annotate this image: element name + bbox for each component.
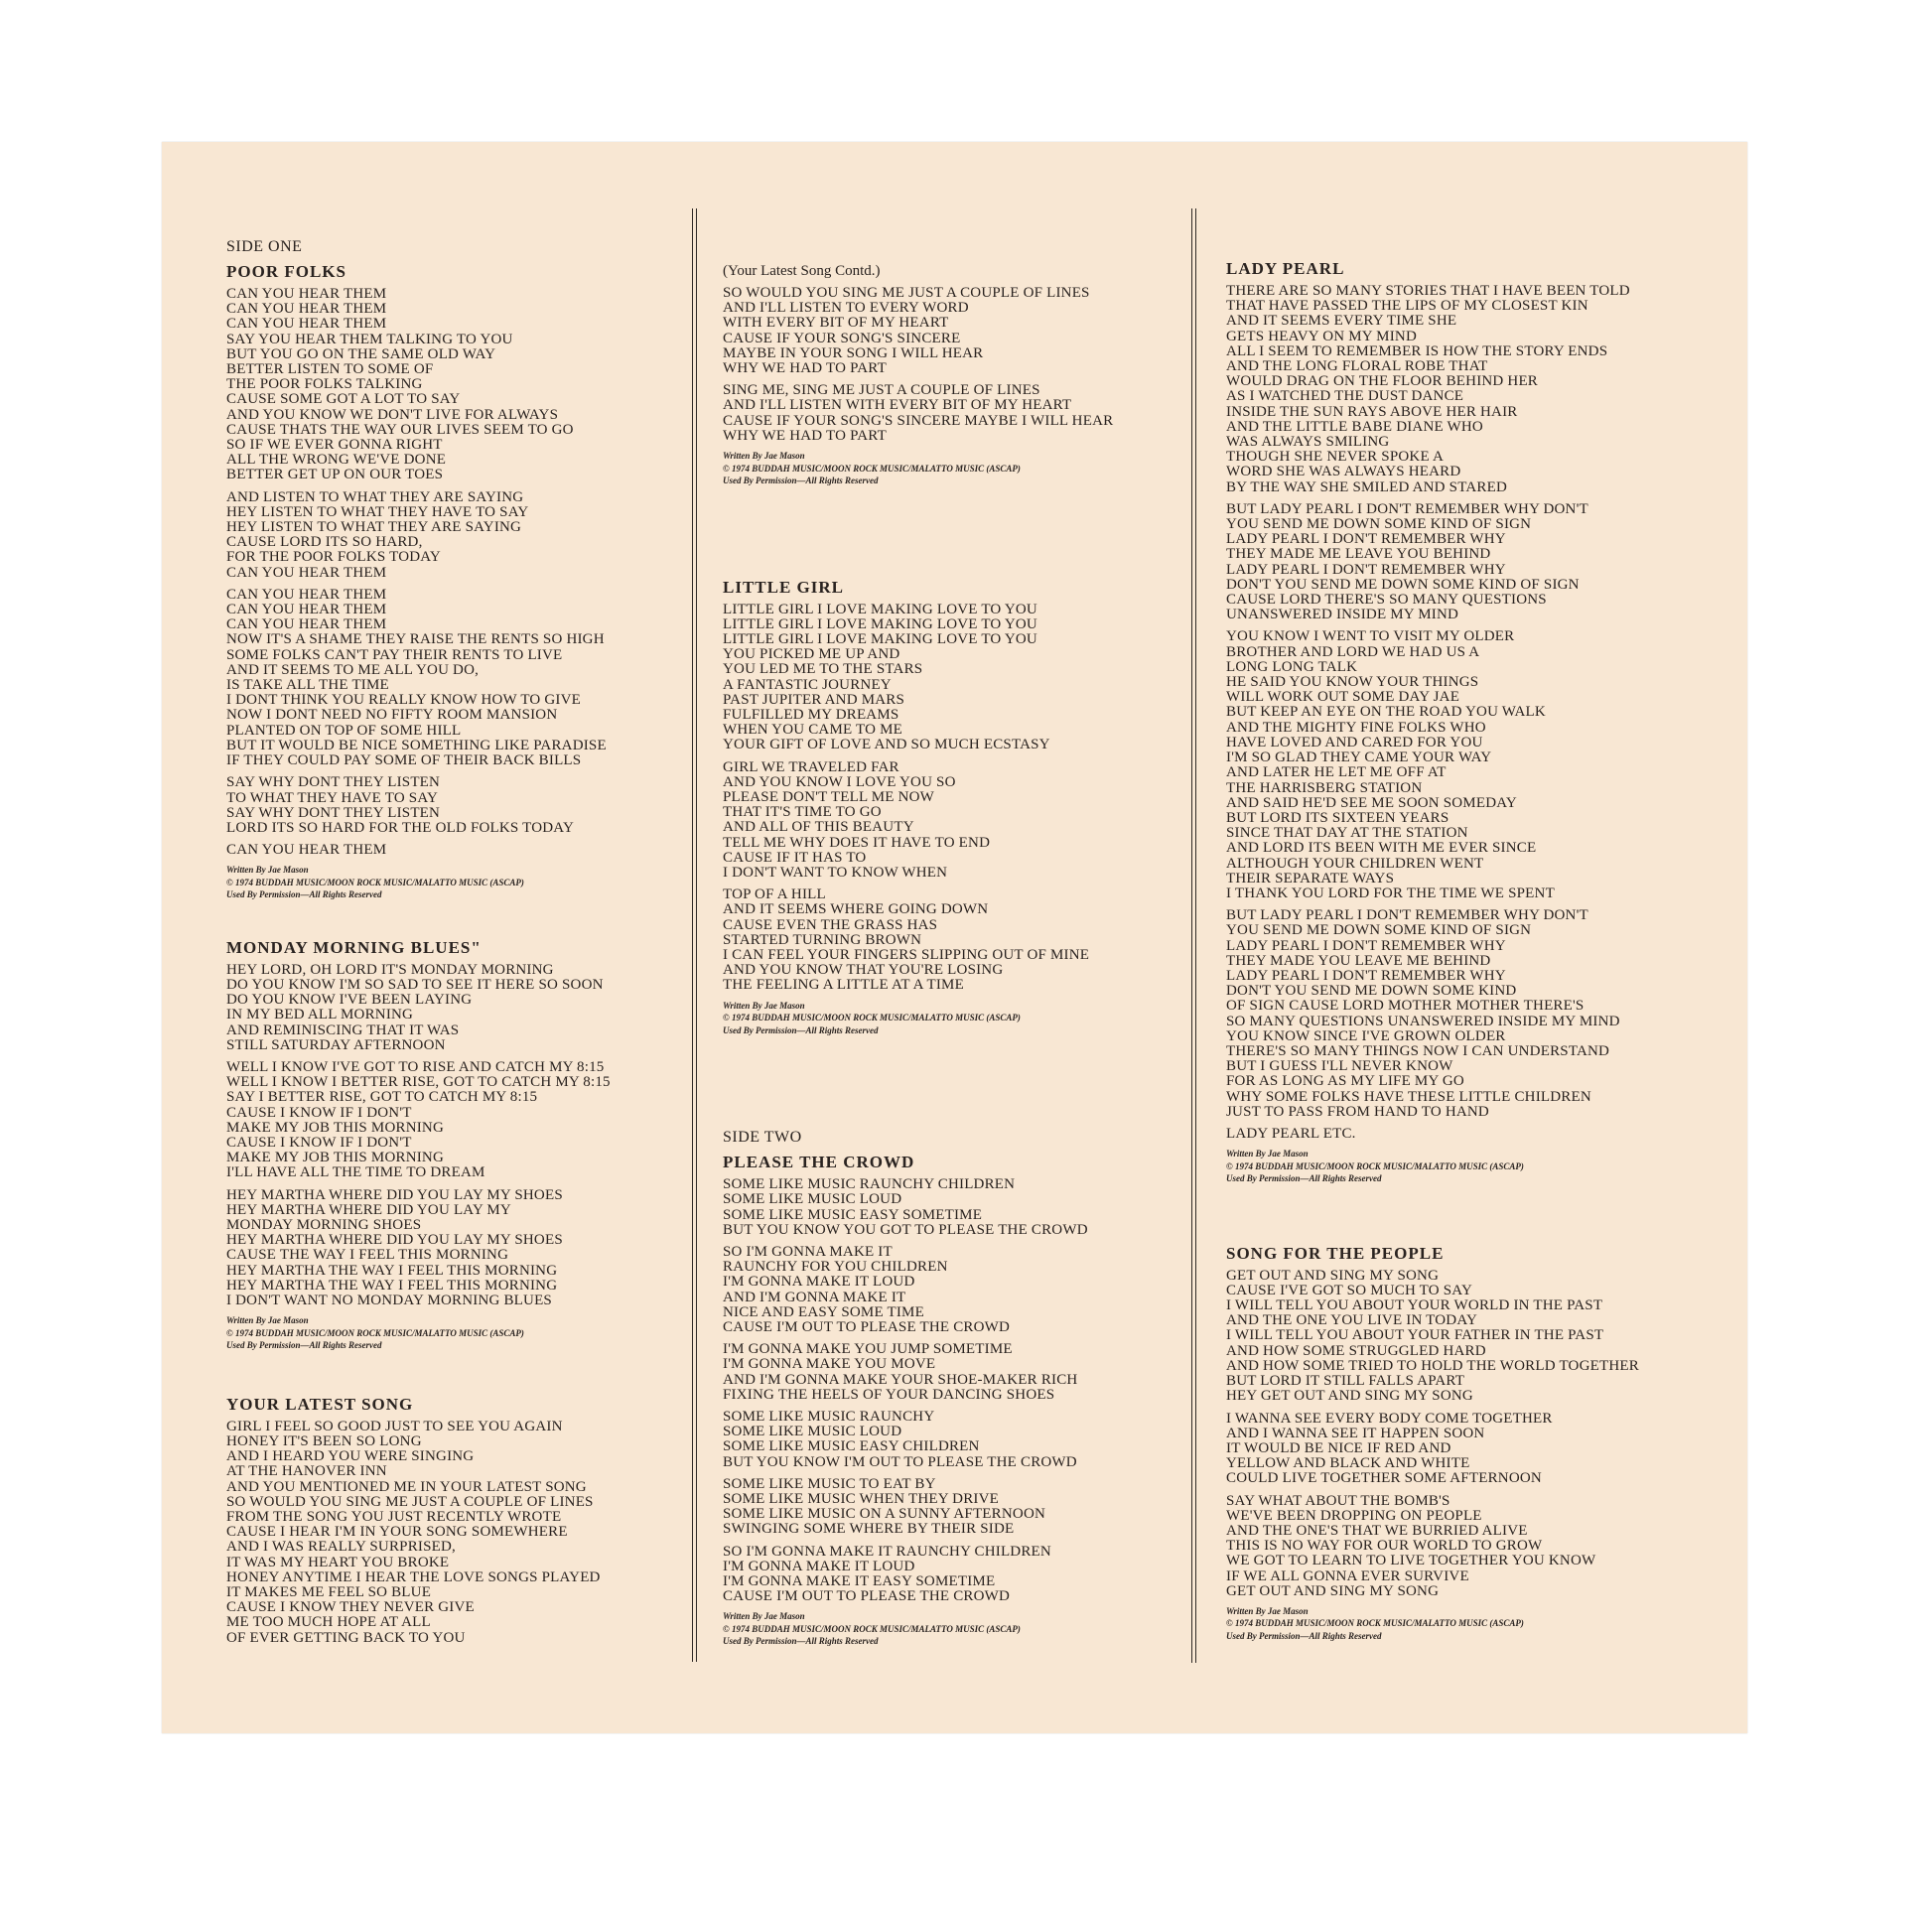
lyric-line: YOU KNOW I WENT TO VISIT MY OLDER xyxy=(1226,628,1515,645)
lyric-line: SOME LIKE MUSIC WHEN THEY DRIVE xyxy=(723,1490,999,1507)
lyric-line: SO MANY QUESTIONS UNANSWERED INSIDE MY MIND xyxy=(1226,1013,1620,1029)
lyric-line: HAVE LOVED AND CARED FOR YOU xyxy=(1226,734,1483,750)
lyric-line: CAN YOU HEAR THEM xyxy=(226,316,387,333)
lyric-line: WELL I KNOW I'VE GOT TO RISE AND CATCH MY 8:15 xyxy=(226,1059,605,1076)
lyric-line: WORD SHE WAS ALWAYS HEARD xyxy=(1226,464,1461,480)
lyric-line: AT THE HANOVER INN xyxy=(226,1463,387,1480)
lyric-line: FOR AS LONG AS MY LIFE MY GO xyxy=(1226,1073,1464,1090)
lyric-line: DO YOU KNOW I'VE BEEN LAYING xyxy=(226,992,473,1009)
lyric-line: WILL WORK OUT SOME DAY JAE xyxy=(1226,689,1460,706)
lyric-line: SO WOULD YOU SING ME JUST A COUPLE OF LINES xyxy=(723,285,1090,301)
lyric-line: WE'VE BEEN DROPPING ON PEOPLE xyxy=(1226,1507,1482,1524)
lyric-line: SOME LIKE MUSIC TO EAT BY xyxy=(723,1475,936,1492)
stanza xyxy=(226,775,683,836)
lyric-line: SO I'M GONNA MAKE IT xyxy=(723,1243,893,1260)
lyric-line: BUT IT WOULD BE NICE SOMETHING LIKE PARADISE xyxy=(226,737,607,753)
lyric-line: HEY LISTEN TO WHAT THEY ARE SAYING xyxy=(226,519,522,536)
credit-line: Written By Jae Mason xyxy=(226,1315,309,1326)
stanza xyxy=(226,490,683,581)
lyric-line: AND ALL OF THIS BEAUTY xyxy=(723,819,914,836)
stanza xyxy=(1226,1127,1723,1142)
continuation-note: (Your Latest Song Contd.) xyxy=(723,263,881,279)
lyric-line: HEY LISTEN TO WHAT THEY HAVE TO SAY xyxy=(226,503,529,520)
lyric-line: SOME FOLKS CAN'T PAY THEIR RENTS TO LIVE xyxy=(226,646,563,663)
lyric-line: THEIR SEPARATE WAYS xyxy=(1226,870,1395,886)
lyric-line: THOUGH SHE NEVER SPOKE A xyxy=(1226,449,1444,466)
lyric-line: CAN YOU HEAR THEM xyxy=(226,301,387,318)
lyric-line: AND YOU MENTIONED ME IN YOUR LATEST SONG xyxy=(226,1478,587,1495)
lyric-line: WOULD DRAG ON THE FLOOR BEHIND HER xyxy=(1226,373,1539,390)
lyric-line: I DONT THINK YOU REALLY KNOW HOW TO GIVE xyxy=(226,692,582,709)
lyric-line: STILL SATURDAY AFTERNOON xyxy=(226,1036,446,1053)
credit-line: Used By Permission—All Rights Reserved xyxy=(723,476,879,486)
lyric-line: SAY WHY DONT THEY LISTEN xyxy=(226,774,441,791)
lyric-line: THE POOR FOLKS TALKING xyxy=(226,376,423,393)
lyric-line: CAUSE I KNOW IF I DON'T xyxy=(226,1135,412,1152)
song-credit xyxy=(226,865,683,900)
lyric-line: LITTLE GIRL I LOVE MAKING LOVE TO YOU xyxy=(723,601,1037,617)
lyric-line: SOME LIKE MUSIC EASY CHILDREN xyxy=(723,1438,980,1455)
credit-line: Used By Permission—All Rights Reserved xyxy=(1226,1173,1382,1184)
column-2 xyxy=(723,263,1179,1647)
lyric-line: PAST JUPITER AND MARS xyxy=(723,691,905,708)
lyric-line: THEY MADE ME LEAVE YOU BEHIND xyxy=(1226,546,1491,563)
lyric-line: I WANNA SEE EVERY BODY COME TOGETHER xyxy=(1226,1410,1553,1427)
lyric-line: FROM THE SONG YOU JUST RECENTLY WROTE xyxy=(226,1509,562,1525)
stanza xyxy=(723,1177,1179,1238)
lyric-line: WHY WE HAD TO PART xyxy=(723,360,887,377)
lyric-line: AND THE MIGHTY FINE FOLKS WHO xyxy=(1226,719,1486,736)
lyric-line: CAN YOU HEAR THEM xyxy=(226,586,387,603)
credit-line: Written By Jae Mason xyxy=(723,1611,805,1622)
lyric-line: BUT YOU KNOW YOU GOT TO PLEASE THE CROWD xyxy=(723,1221,1088,1238)
lyric-line: AND YOU KNOW WE DON'T LIVE FOR ALWAYS xyxy=(226,406,559,423)
lyric-line: BY THE WAY SHE SMILED AND STARED xyxy=(1226,478,1507,495)
lyric-line: ALL I SEEM TO REMEMBER IS HOW THE STORY ENDS xyxy=(1226,342,1608,359)
lyric-line: UNANSWERED INSIDE MY MIND xyxy=(1226,607,1459,623)
stanza xyxy=(226,1420,683,1646)
lyric-line: WITH EVERY BIT OF MY HEART xyxy=(723,315,949,332)
lyric-line: I'LL HAVE ALL THE TIME TO DREAM xyxy=(226,1164,485,1181)
lyric-line: WE GOT TO LEARN TO LIVE TOGETHER YOU KNOW xyxy=(1226,1553,1596,1569)
lyric-line: ALL THE WRONG WE'VE DONE xyxy=(226,452,447,469)
lyric-line: IS TAKE ALL THE TIME xyxy=(226,677,389,694)
song-credit xyxy=(1226,1149,1723,1184)
stanza xyxy=(723,383,1179,444)
lyric-line: BUT YOU KNOW I'M OUT TO PLEASE THE CROWD xyxy=(723,1453,1077,1470)
lyric-line: BUT LADY PEARL I DON'T REMEMBER WHY DON'T xyxy=(1226,500,1588,517)
credit-line: © 1974 BUDDAH MUSIC/MOON ROCK MUSIC/MALATTO MUSIC (ASCAP) xyxy=(1226,1618,1524,1629)
lyric-line: CAUSE I KNOW THEY NEVER GIVE xyxy=(226,1599,475,1616)
lyric-line: SO WOULD YOU SING ME JUST A COUPLE OF LINES xyxy=(226,1493,594,1510)
lyric-line: BUT LORD ITS SIXTEEN YEARS xyxy=(1226,809,1449,826)
lyric-line: NOW I DONT NEED NO FIFTY ROOM MANSION xyxy=(226,707,558,724)
lyric-line: GET OUT AND SING MY SONG xyxy=(1226,1582,1440,1599)
lyric-line: LADY PEARL ETC. xyxy=(1226,1125,1356,1142)
stanza xyxy=(1226,1269,1723,1405)
lyric-line: PLEASE DON'T TELL ME NOW xyxy=(723,788,935,805)
lyric-line: AND THE LONG FLORAL ROBE THAT xyxy=(1226,358,1488,375)
lyric-line: SINCE THAT DAY AT THE STATION xyxy=(1226,825,1468,842)
credit-line: Written By Jae Mason xyxy=(723,1000,805,1011)
lyric-line: CAUSE IF YOUR SONG'S SINCERE MAYBE I WILL HEAR xyxy=(723,412,1114,429)
song-little-girl xyxy=(723,578,1179,1036)
song-lady-pearl xyxy=(1226,259,1723,1184)
lyric-line: AND THE LITTLE BABE DIANE WHO xyxy=(1226,418,1483,435)
lyric-line: LADY PEARL I DON'T REMEMBER WHY xyxy=(1226,561,1506,578)
lyric-line: CAN YOU HEAR THEM xyxy=(226,564,387,581)
lyric-line: I'M GONNA MAKE YOU JUMP SOMETIME xyxy=(723,1341,1013,1358)
lyric-line: SO I'M GONNA MAKE IT RAUNCHY CHILDREN xyxy=(723,1543,1051,1560)
lyric-line: MAKE MY JOB THIS MORNING xyxy=(226,1119,444,1136)
lyric-line: HEY MARTHA THE WAY I FEEL THIS MORNING xyxy=(226,1262,558,1279)
lyric-line: ALTHOUGH YOUR CHILDREN WENT xyxy=(1226,855,1484,872)
lyric-line: YOU SEND ME DOWN SOME KIND OF SIGN xyxy=(1226,516,1532,533)
lyric-line: CAUSE IF IT HAS TO xyxy=(723,849,867,866)
lyric-line: GIRL I FEEL SO GOOD JUST TO SEE YOU AGAIN xyxy=(226,1418,563,1434)
lyric-line: CAUSE THE WAY I FEEL THIS MORNING xyxy=(226,1247,509,1264)
lyric-line: IT MAKES ME FEEL SO BLUE xyxy=(226,1584,432,1601)
lyric-line: AND THE ONE'S THAT WE BURRIED ALIVE xyxy=(1226,1522,1528,1539)
lyric-line: CAN YOU HEAR THEM xyxy=(226,616,387,633)
lyric-line: HEY LORD, OH LORD IT'S MONDAY MORNING xyxy=(226,961,554,978)
lyric-line: WAS ALWAYS SMILING xyxy=(1226,434,1390,451)
lyric-line: YOU SEND ME DOWN SOME KIND OF SIGN xyxy=(1226,922,1532,939)
lyric-line: FIXING THE HEELS OF YOUR DANCING SHOES xyxy=(723,1386,1055,1403)
lyric-line: WHEN YOU CAME TO ME xyxy=(723,722,903,739)
lyric-line: AND IT SEEMS EVERY TIME SHE xyxy=(1226,313,1457,330)
stanza xyxy=(1226,1412,1723,1487)
lyric-line: THERE'S SO MANY THINGS NOW I CAN UNDERSTAND xyxy=(1226,1042,1610,1059)
lyric-line: SWINGING SOME WHERE BY THEIR SIDE xyxy=(723,1521,1015,1538)
lyric-line: CAUSE THATS THE WAY OUR LIVES SEEM TO GO xyxy=(226,421,574,438)
lyric-line: ME TOO MUCH HOPE AT ALL xyxy=(226,1614,431,1631)
lyric-line: SOME LIKE MUSIC LOUD xyxy=(723,1191,902,1208)
song-title: LADY PEARL xyxy=(1226,259,1345,278)
lyric-line: AND LISTEN TO WHAT THEY ARE SAYING xyxy=(226,488,524,505)
credit-line: © 1974 BUDDAH MUSIC/MOON ROCK MUSIC/MALATTO MUSIC (ASCAP) xyxy=(226,877,524,887)
credit-line: Used By Permission—All Rights Reserved xyxy=(226,1340,382,1351)
lyric-line: CAUSE I HEAR I'M IN YOUR SONG SOMEWHERE xyxy=(226,1524,568,1541)
lyric-line: NICE AND EASY SOME TIME xyxy=(723,1303,924,1320)
lyric-line: CAUSE LORD THERE'S SO MANY QUESTIONS xyxy=(1226,592,1547,609)
lyric-line: MAYBE IN YOUR SONG I WILL HEAR xyxy=(723,344,984,361)
column-3 xyxy=(1226,259,1723,1641)
song-for-the-people xyxy=(1226,1244,1723,1642)
lyric-line: SAY WHAT ABOUT THE BOMB'S xyxy=(1226,1492,1450,1509)
lyric-line: LORD ITS SO HARD FOR THE OLD FOLKS TODAY xyxy=(226,819,574,836)
lyric-line: HONEY ANYTIME I HEAR THE LOVE SONGS PLAYED xyxy=(226,1568,601,1585)
lyric-line: AND LATER HE LET ME OFF AT xyxy=(1226,764,1447,781)
lyric-line: WHY SOME FOLKS HAVE THESE LITTLE CHILDREN xyxy=(1226,1088,1591,1105)
stanza xyxy=(1226,284,1723,495)
song-your-latest-song-contd xyxy=(723,263,1179,486)
credit-line: © 1974 BUDDAH MUSIC/MOON ROCK MUSIC/MALATTO MUSIC (ASCAP) xyxy=(723,463,1021,474)
lyric-line: AND SAID HE'D SEE ME SOON SOMEDAY xyxy=(1226,794,1517,811)
stanza xyxy=(723,887,1179,993)
lyric-line: HEY MARTHA WHERE DID YOU LAY MY SHOES xyxy=(226,1186,563,1203)
lyric-line: LADY PEARL I DON'T REMEMBER WHY xyxy=(1226,937,1506,954)
stanza xyxy=(226,287,683,483)
lyric-line: SOME LIKE MUSIC ON A SUNNY AFTERNOON xyxy=(723,1506,1046,1523)
lyric-line: YOU LED ME TO THE STARS xyxy=(723,661,923,678)
credit-line: Written By Jae Mason xyxy=(226,865,309,876)
column-divider-2 xyxy=(1191,208,1196,1663)
credit-line: Used By Permission—All Rights Reserved xyxy=(1226,1630,1382,1641)
lyric-line: CAUSE I'VE GOT SO MUCH TO SAY xyxy=(1226,1282,1472,1298)
lyric-line: THAT IT'S TIME TO GO xyxy=(723,804,882,821)
lyric-line: AND IT SEEMS TO ME ALL YOU DO, xyxy=(226,661,480,678)
lyric-line: AND I WAS REALLY SURPRISED, xyxy=(226,1539,457,1556)
credit-line: Written By Jae Mason xyxy=(1226,1605,1309,1616)
lyric-line: I'M GONNA MAKE IT LOUD xyxy=(723,1274,915,1291)
lyric-line: AND I WANNA SEE IT HAPPEN SOON xyxy=(1226,1425,1485,1441)
lyric-line: THERE ARE SO MANY STORIES THAT I HAVE BEEN TOLD xyxy=(1226,283,1630,299)
lyric-line: IT WAS MY HEART YOU BROKE xyxy=(226,1554,450,1570)
lyric-line: YOUR GIFT OF LOVE AND SO MUCH ECSTASY xyxy=(723,737,1050,753)
lyric-line: I THANK YOU LORD FOR THE TIME WE SPENT xyxy=(1226,885,1555,901)
lyric-line: SING ME, SING ME JUST A COUPLE OF LINES xyxy=(723,382,1040,399)
song-credit xyxy=(723,451,1179,486)
side-one-label: SIDE ONE xyxy=(226,238,303,255)
song-title: POOR FOLKS xyxy=(226,262,346,281)
lyric-line: COULD LIVE TOGETHER SOME AFTERNOON xyxy=(1226,1470,1542,1487)
lyric-line: INSIDE THE SUN RAYS ABOVE HER HAIR xyxy=(1226,403,1518,420)
lyric-line: CAUSE I'M OUT TO PLEASE THE CROWD xyxy=(723,1318,1011,1335)
credit-line: Written By Jae Mason xyxy=(723,451,805,462)
lyric-line: I'M GONNA MAKE YOU MOVE xyxy=(723,1356,936,1373)
lyric-line: WHY WE HAD TO PART xyxy=(723,427,887,444)
lyric-line: IF WE ALL GONNA EVER SURVIVE xyxy=(1226,1567,1469,1584)
lyric-line: I'M GONNA MAKE IT EASY SOMETIME xyxy=(723,1572,996,1589)
lyric-line: CAUSE I KNOW IF I DON'T xyxy=(226,1104,412,1121)
lyric-line: CAUSE LORD ITS SO HARD, xyxy=(226,534,423,551)
lyric-line: AND HOW SOME TRIED TO HOLD THE WORLD TOGETHER xyxy=(1226,1357,1639,1374)
lyric-line: THAT HAVE PASSED THE LIPS OF MY CLOSEST KIN xyxy=(1226,298,1588,315)
lyric-line: LADY PEARL I DON'T REMEMBER WHY xyxy=(1226,967,1506,984)
credit-line: Used By Permission—All Rights Reserved xyxy=(723,1024,879,1035)
lyric-line: SOME LIKE MUSIC RAUNCHY CHILDREN xyxy=(723,1176,1016,1193)
lyric-line: SAY I BETTER RISE, GOT TO CATCH MY 8:15 xyxy=(226,1089,538,1106)
lyric-line: BUT KEEP AN EYE ON THE ROAD YOU WALK xyxy=(1226,704,1546,721)
stanza xyxy=(226,1188,683,1309)
stanza xyxy=(723,1477,1179,1538)
lyric-line: RAUNCHY FOR YOU CHILDREN xyxy=(723,1259,948,1276)
song-monday-morning-blues xyxy=(226,938,683,1351)
lyric-line: HEY MARTHA THE WAY I FEEL THIS MORNING xyxy=(226,1277,558,1294)
lyric-line: CAUSE I'M OUT TO PLEASE THE CROWD xyxy=(723,1588,1011,1605)
lyric-line: HEY GET OUT AND SING MY SONG xyxy=(1226,1388,1473,1405)
lyric-line: GET OUT AND SING MY SONG xyxy=(1226,1267,1440,1284)
stanza xyxy=(723,1410,1179,1470)
stanza xyxy=(1226,908,1723,1120)
lyric-line: HONEY IT'S BEEN SO LONG xyxy=(226,1432,422,1449)
lyric-line: BETTER LISTEN TO SOME OF xyxy=(226,361,434,378)
song-credit xyxy=(1226,1606,1723,1642)
lyric-line: AND I'M GONNA MAKE YOUR SHOE-MAKER RICH xyxy=(723,1371,1078,1388)
lyric-line: AND HOW SOME STRUGGLED HARD xyxy=(1226,1342,1486,1359)
lyric-line: THEY MADE YOU LEAVE ME BEHIND xyxy=(1226,952,1491,969)
stanza xyxy=(723,1245,1179,1335)
lyric-line: AND REMINISCING THAT IT WAS xyxy=(226,1022,460,1038)
lyric-line: I WILL TELL YOU ABOUT YOUR WORLD IN THE PAST xyxy=(1226,1297,1603,1314)
stanza xyxy=(1226,502,1723,623)
credit-line: © 1974 BUDDAH MUSIC/MOON ROCK MUSIC/MALATTO MUSIC (ASCAP) xyxy=(723,1623,1021,1634)
credit-line: Used By Permission—All Rights Reserved xyxy=(226,889,382,900)
lyric-line: I CAN FEEL YOUR FINGERS SLIPPING OUT OF MINE xyxy=(723,947,1090,963)
lyric-line: SOME LIKE MUSIC EASY SOMETIME xyxy=(723,1206,983,1223)
lyric-line: AND I'M GONNA MAKE IT xyxy=(723,1289,906,1305)
lyric-line: AND THE ONE YOU LIVE IN TODAY xyxy=(1226,1312,1478,1329)
side-label: SIDE TWO xyxy=(723,1129,802,1147)
song-title: SONG FOR THE PEOPLE xyxy=(1226,1243,1445,1263)
lyric-sheet xyxy=(162,142,1747,1733)
lyric-line: YOU PICKED ME UP AND xyxy=(723,646,900,663)
lyric-line: CAN YOU HEAR THEM xyxy=(226,842,387,859)
lyric-line: I DON'T WANT TO KNOW WHEN xyxy=(723,864,948,881)
lyric-line: SOME LIKE MUSIC LOUD xyxy=(723,1424,902,1440)
lyric-line: AS I WATCHED THE DUST DANCE xyxy=(1226,388,1464,405)
song-title: YOUR LATEST SONG xyxy=(226,1394,414,1414)
song-your-latest-song xyxy=(226,1395,683,1646)
lyric-line: IF THEY COULD PAY SOME OF THEIR BACK BILLS xyxy=(226,752,582,769)
song-title: MONDAY MORNING BLUES" xyxy=(226,937,482,957)
lyric-line: THE HARRISBERG STATION xyxy=(1226,779,1423,796)
stanza xyxy=(226,588,683,768)
song-credit xyxy=(723,1001,1179,1036)
lyric-line: AND YOU KNOW I LOVE YOU SO xyxy=(723,773,956,790)
stanza xyxy=(723,603,1179,753)
song-credit xyxy=(226,1315,683,1351)
stanza xyxy=(723,760,1179,882)
lyric-line: HEY MARTHA WHERE DID YOU LAY MY SHOES xyxy=(226,1232,563,1249)
credit-line: © 1974 BUDDAH MUSIC/MOON ROCK MUSIC/MALATTO MUSIC (ASCAP) xyxy=(1226,1160,1524,1171)
lyric-line: FOR THE POOR FOLKS TODAY xyxy=(226,549,441,566)
lyric-line: A FANTASTIC JOURNEY xyxy=(723,676,892,693)
lyric-line: THE FEELING A LITTLE AT A TIME xyxy=(723,977,964,994)
lyric-line: BETTER GET UP ON OUR TOES xyxy=(226,467,444,483)
lyric-line: YOU KNOW SINCE I'VE GROWN OLDER xyxy=(1226,1027,1506,1044)
lyric-line: HE SAID YOU KNOW YOUR THINGS xyxy=(1226,674,1479,691)
credit-line: Written By Jae Mason xyxy=(1226,1149,1309,1159)
lyric-line: SAY WHY DONT THEY LISTEN xyxy=(226,804,441,821)
lyric-line: DON'T YOU SEND ME DOWN SOME KIND OF SIGN xyxy=(1226,576,1580,593)
stanza xyxy=(723,1545,1179,1605)
stanza xyxy=(1226,629,1723,901)
lyric-line: SAY YOU HEAR THEM TALKING TO YOU xyxy=(226,331,513,347)
lyric-line: JUST TO PASS FROM HAND TO HAND xyxy=(1226,1103,1489,1120)
lyric-line: CAUSE EVEN THE GRASS HAS xyxy=(723,916,938,933)
lyric-line: DON'T YOU SEND ME DOWN SOME KIND xyxy=(1226,983,1517,1000)
lyric-line: PLANTED ON TOP OF SOME HILL xyxy=(226,722,462,739)
song-title: PLEASE THE CROWD xyxy=(723,1153,915,1172)
lyric-line: NOW IT'S A SHAME THEY RAISE THE RENTS SO HIGH xyxy=(226,631,605,648)
lyric-line: CAUSE IF YOUR SONG'S SINCERE xyxy=(723,330,961,346)
stanza xyxy=(723,1342,1179,1403)
lyric-line: DO YOU KNOW I'M SO SAD TO SEE IT HERE SO SOON xyxy=(226,977,604,994)
lyric-line: I WILL TELL YOU ABOUT YOUR FATHER IN THE PAST xyxy=(1226,1327,1604,1344)
lyric-line: AND I'LL LISTEN WITH EVERY BIT OF MY HEART xyxy=(723,397,1072,414)
song-title: LITTLE GIRL xyxy=(723,577,845,597)
lyric-line: LITTLE GIRL I LOVE MAKING LOVE TO YOU xyxy=(723,630,1037,647)
lyric-line: CAN YOU HEAR THEM xyxy=(226,602,387,618)
lyric-line: GETS HEAVY ON MY MIND xyxy=(1226,328,1417,344)
lyric-line: OF SIGN CAUSE LORD MOTHER MOTHER THERE'S xyxy=(1226,998,1585,1015)
lyric-line: THIS IS NO WAY FOR OUR WORLD TO GROW xyxy=(1226,1538,1543,1555)
lyric-line: IT WOULD BE NICE IF RED AND xyxy=(1226,1439,1451,1456)
stanza xyxy=(723,286,1179,376)
credit-line: © 1974 BUDDAH MUSIC/MOON ROCK MUSIC/MALATTO MUSIC (ASCAP) xyxy=(723,1013,1021,1023)
lyric-line: LITTLE GIRL I LOVE MAKING LOVE TO YOU xyxy=(723,615,1037,632)
lyric-line: LONG LONG TALK xyxy=(1226,658,1358,675)
lyric-line: TO WHAT THEY HAVE TO SAY xyxy=(226,789,439,806)
lyric-line: BUT I GUESS I'LL NEVER KNOW xyxy=(1226,1058,1453,1075)
lyric-line: MAKE MY JOB THIS MORNING xyxy=(226,1150,444,1166)
stanza xyxy=(1226,1494,1723,1599)
stanza xyxy=(226,1060,683,1181)
lyric-line: TELL ME WHY DOES IT HAVE TO END xyxy=(723,834,991,851)
lyric-line: HEY MARTHA WHERE DID YOU LAY MY xyxy=(226,1201,511,1218)
lyric-line: STARTED TURNING BROWN xyxy=(723,931,922,948)
lyric-line: TOP OF A HILL xyxy=(723,886,826,903)
lyric-line: AND I HEARD YOU WERE SINGING xyxy=(226,1448,475,1465)
lyric-line: AND YOU KNOW THAT YOU'RE LOSING xyxy=(723,962,1004,979)
lyric-line: YELLOW AND BLACK AND WHITE xyxy=(1226,1455,1470,1472)
credit-line: © 1974 BUDDAH MUSIC/MOON ROCK MUSIC/MALATTO MUSIC (ASCAP) xyxy=(226,1327,524,1338)
lyric-line: MONDAY MORNING SHOES xyxy=(226,1217,422,1234)
lyric-line: OF EVER GETTING BACK TO YOU xyxy=(226,1629,466,1646)
lyric-line: BROTHER AND LORD WE HAD US A xyxy=(1226,643,1480,660)
lyric-line: FULFILLED MY DREAMS xyxy=(723,706,899,723)
column-1 xyxy=(226,238,683,1653)
song-credit xyxy=(723,1611,1179,1647)
column-divider-1 xyxy=(692,208,697,1662)
lyric-line: I DON'T WANT NO MONDAY MORNING BLUES xyxy=(226,1293,552,1309)
lyric-line: I'M GONNA MAKE IT LOUD xyxy=(723,1558,915,1574)
lyric-line: SOME LIKE MUSIC RAUNCHY xyxy=(723,1408,935,1425)
lyric-line: I'M SO GLAD THEY CAME YOUR WAY xyxy=(1226,750,1492,766)
credit-line: Used By Permission—All Rights Reserved xyxy=(723,1636,879,1647)
lyric-line: IN MY BED ALL MORNING xyxy=(226,1007,414,1023)
lyric-line: GIRL WE TRAVELED FAR xyxy=(723,758,899,775)
lyric-line: CAUSE SOME GOT A LOT TO SAY xyxy=(226,391,461,408)
lyric-line: WELL I KNOW I BETTER RISE, GOT TO CATCH MY 8:15 xyxy=(226,1074,611,1091)
song-poor-folks xyxy=(226,262,683,900)
lyric-line: BUT YOU GO ON THE SAME OLD WAY xyxy=(226,345,496,362)
lyric-line: BUT LADY PEARL I DON'T REMEMBER WHY DON'T xyxy=(1226,907,1588,924)
lyric-line: AND LORD ITS BEEN WITH ME EVER SINCE xyxy=(1226,840,1537,857)
lyric-line: BUT LORD IT STILL FALLS APART xyxy=(1226,1373,1465,1390)
lyric-line: AND IT SEEMS WHERE GOING DOWN xyxy=(723,901,989,918)
stanza xyxy=(226,963,683,1053)
lyric-line: SO IF WE EVER GONNA RIGHT xyxy=(226,437,443,454)
lyric-line: CAN YOU HEAR THEM xyxy=(226,286,387,302)
lyric-line: LADY PEARL I DON'T REMEMBER WHY xyxy=(1226,531,1506,548)
lyric-line: AND I'LL LISTEN TO EVERY WORD xyxy=(723,300,969,317)
song-please-the-crowd xyxy=(723,1129,1179,1647)
stanza xyxy=(226,843,683,858)
